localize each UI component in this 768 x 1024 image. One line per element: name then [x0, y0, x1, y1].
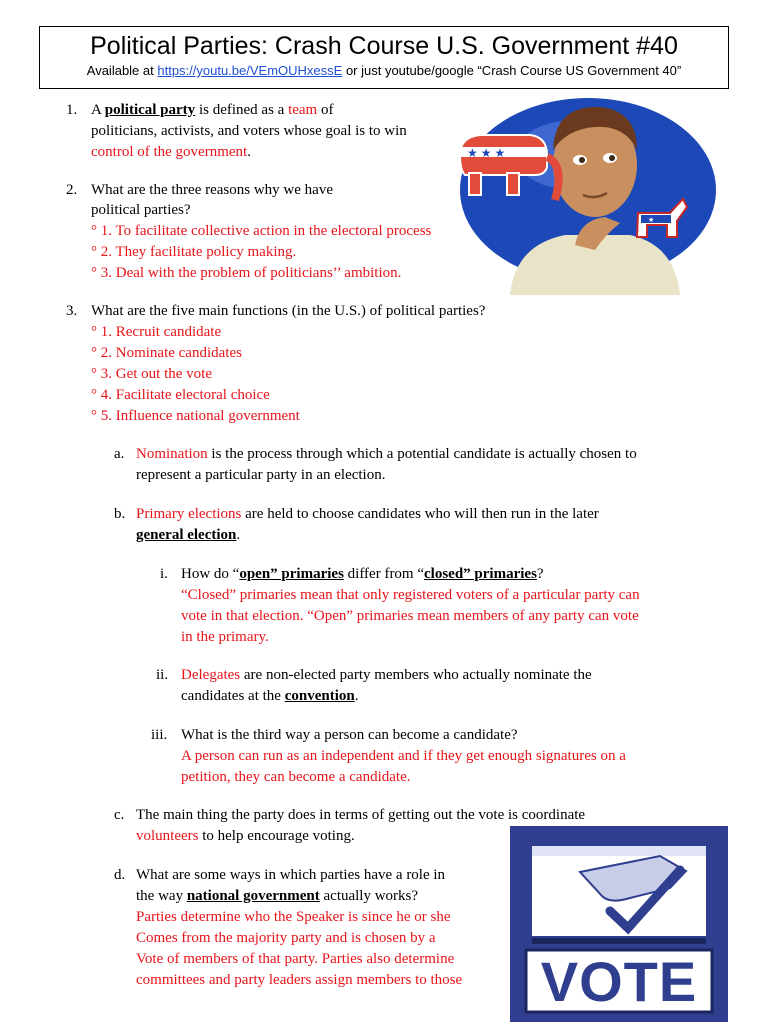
q1-answer-team: team: [288, 102, 318, 118]
q3-answer-3: ° 3. Get out the vote: [91, 366, 212, 382]
qiii-answer-line-1: A person can run as an independent and if they get enough signatures on a: [181, 748, 626, 764]
qi-t3: differ from “: [343, 566, 425, 582]
qa-line1-rest: is the process through which a potential candidate is actually chosen to: [207, 446, 637, 462]
q2-line1: What are the three reasons why we have: [91, 182, 333, 198]
qii-line1-rest: are non-elected party members who actually nominate the: [240, 667, 592, 683]
qd-answer-line-2: Comes from the majority party and is chosen by a: [136, 930, 436, 946]
qi-answer-line-2: vote in that election. “Open” primaries mean members of any party can vote: [181, 608, 639, 624]
q3-answer-5: ° 5. Influence national government: [91, 408, 300, 424]
qiii-marker: iii.: [151, 727, 168, 743]
available-prefix: Available at: [86, 63, 158, 78]
q3-answer-1: ° 1. Recruit candidate: [91, 324, 222, 340]
qa-marker: a.: [114, 446, 125, 462]
page-title: Political Parties: Crash Course U.S. Government #40: [90, 32, 678, 60]
qd-line2-pre: the way: [136, 888, 187, 904]
qb-line1: [136, 504, 599, 525]
header-box: [39, 26, 729, 89]
qi-t1: How do “: [181, 566, 240, 582]
q1-t3: is defined as a: [195, 102, 289, 118]
qii-marker: ii.: [156, 667, 169, 683]
qii-term: Delegates: [181, 667, 241, 683]
qd-answer-line-4: committees and party leaders assign members to those: [136, 972, 463, 988]
q3-answer-2: ° 2. Nominate candidates: [91, 345, 242, 361]
q2-line2: political parties?: [91, 202, 191, 218]
qd-answer-line-1: Parties determine who the Speaker is since he or she: [136, 909, 451, 925]
qii-line1: [181, 665, 592, 686]
qc-term-volunteers: volunteers: [136, 828, 199, 844]
vote-ballot-graphic: [510, 826, 728, 1022]
q1-number: 1.: [66, 102, 78, 118]
q1-line2: politicians, activists, and voters whose goal is to win: [91, 123, 407, 139]
qb-term-general-election: general election: [136, 527, 237, 543]
qii-term-convention: convention: [284, 688, 355, 704]
qb-term: Primary elections: [136, 506, 242, 522]
qd-line2: [136, 886, 418, 907]
qd-marker: d.: [114, 867, 126, 883]
q2-answer-2: ° 2. They facilitate policy making.: [91, 244, 297, 260]
svg-text:★: ★: [648, 216, 655, 224]
qi-term-open-primaries: open” primaries: [239, 566, 344, 582]
qi-question: [181, 564, 544, 585]
qb-line2-end: .: [236, 527, 241, 543]
qc-line2-rest: to help encourage voting.: [198, 828, 355, 844]
q2-answer-1: ° 1. To facilitate collective action in the electoral process: [91, 223, 432, 239]
qiii-answer-line-2: petition, they can become a candidate.: [181, 769, 411, 785]
qi-marker: i.: [160, 566, 168, 582]
qb-line1-rest: are held to choose candidates who will then run in the later: [241, 506, 599, 522]
vote-label: VOTE: [540, 950, 698, 1013]
qii-line2-pre: candidates at the: [181, 688, 285, 704]
thinking-man-illustration: [455, 95, 720, 295]
qii-line2-end: .: [354, 688, 359, 704]
source-line: [40, 63, 728, 79]
q1-t5: of: [317, 102, 334, 118]
video-link[interactable]: https://youtu.be/VEmOUHxessE: [157, 63, 343, 78]
qb-line2: [136, 525, 240, 546]
qd-line1: What are some ways in which parties have a role in: [136, 867, 446, 883]
q1-term-political-party: political party: [104, 102, 196, 118]
qa-line2: represent a particular party in an election.: [136, 467, 386, 483]
qb-marker: b.: [114, 506, 126, 522]
q3-answer-4: ° 4. Facilitate electoral choice: [91, 387, 270, 403]
qiii-question: What is the third way a person can become a candidate?: [181, 727, 518, 743]
qii-line2: [181, 686, 358, 707]
q3-number: 3.: [66, 303, 78, 319]
qc-line1: The main thing the party does in terms of getting out the vote is coordinate: [136, 807, 586, 823]
qd-line2-end: actually works?: [319, 888, 419, 904]
q1-line3: [91, 142, 251, 163]
svg-text:★ ★ ★: ★ ★ ★: [467, 146, 506, 160]
q3-question: What are the five main functions (in the U.S.) of political parties?: [91, 303, 486, 319]
q1-line1: [91, 100, 333, 121]
q1-t1: A: [91, 102, 105, 118]
q2-number: 2.: [66, 182, 78, 198]
qd-answer-line-3: Vote of members of that party. Parties also determine: [136, 951, 455, 967]
available-suffix: or just youtube/google “Crash Course US Government 40”: [342, 63, 682, 78]
qi-answer-line-3: in the primary.: [181, 629, 269, 645]
qi-t5: ?: [536, 566, 544, 582]
qd-term-national-government: national government: [186, 888, 320, 904]
qc-marker: c.: [114, 807, 125, 823]
q1-answer: control of the government: [91, 144, 248, 160]
qi-answer-line-1: “Closed” primaries mean that only registered voters of a particular party can: [181, 587, 640, 603]
qa-line1: [136, 444, 637, 465]
qa-term: Nomination: [136, 446, 208, 462]
q2-answer-3: ° 3. Deal with the problem of politicians’’ ambition.: [91, 265, 402, 281]
qi-term-closed-primaries: closed” primaries: [424, 566, 537, 582]
qc-line2: [136, 826, 355, 847]
q1-end: .: [247, 144, 251, 160]
